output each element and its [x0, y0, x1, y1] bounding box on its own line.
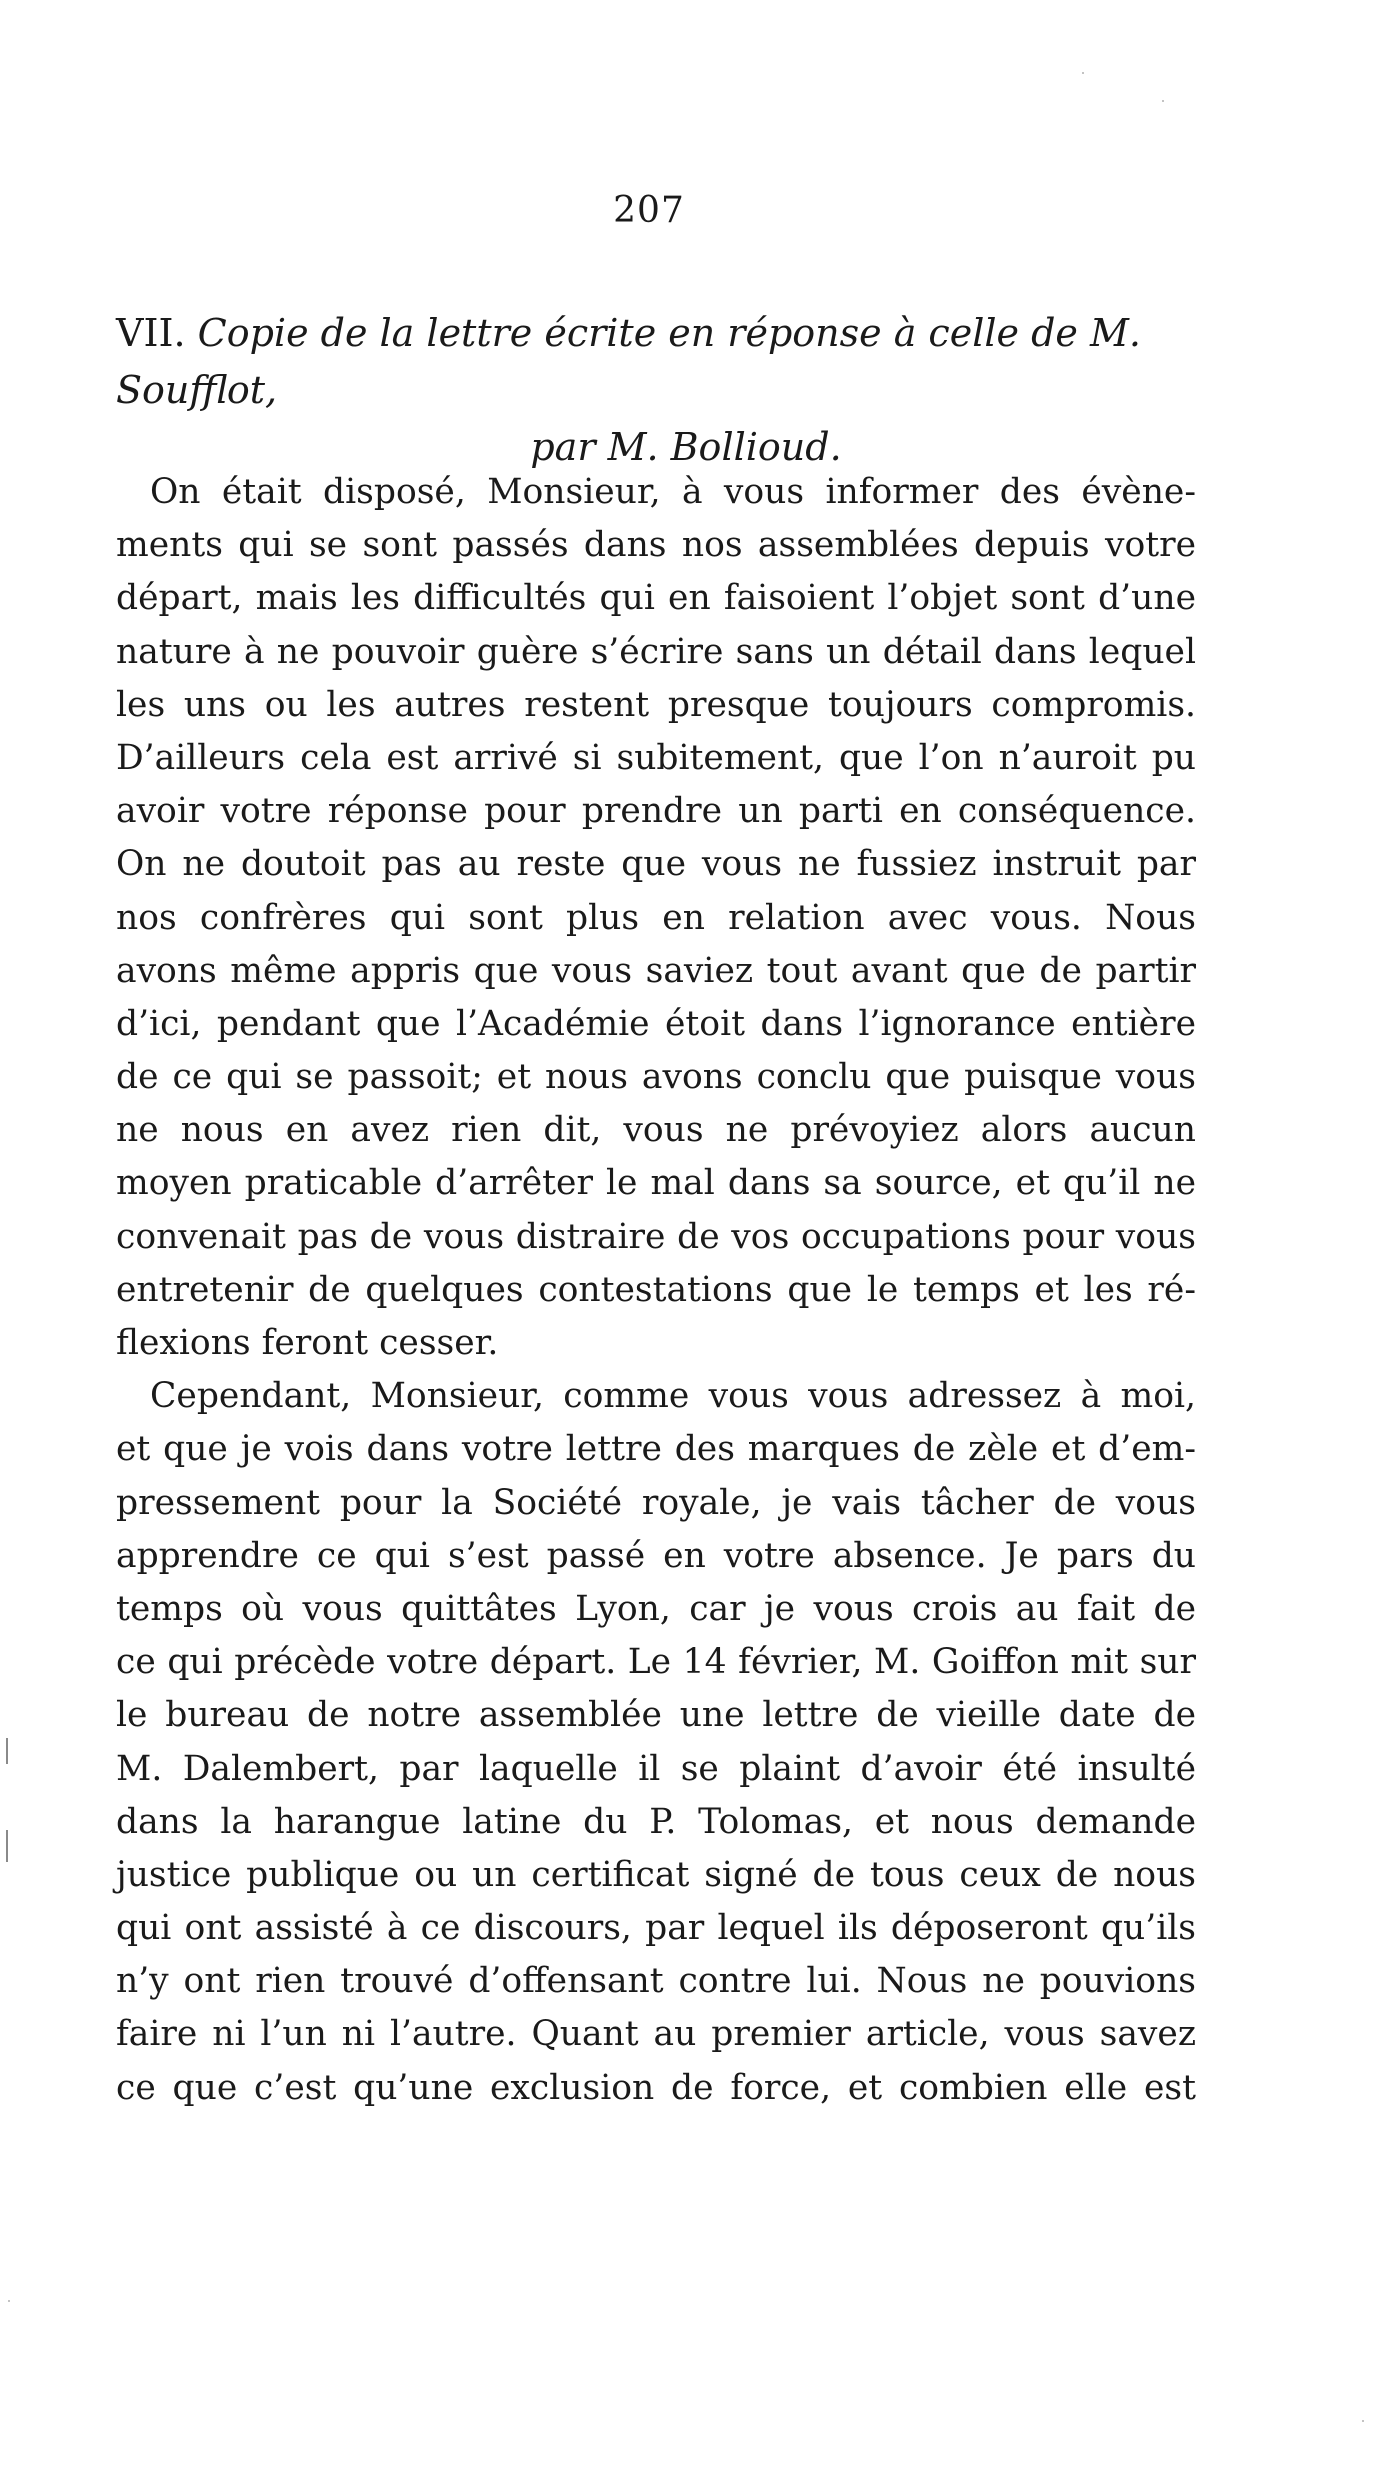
text-line: flexions feront cesser. [116, 1323, 499, 1363]
text-line: nature à ne pouvoir guère s’écrire sans un détail dans lequel [116, 631, 1196, 672]
text-line: n’y ont rien trouvé d’offensant contre lui. Nous ne pouvions [116, 1961, 1196, 2002]
text-line: Cependant, Monsieur, comme vous vous adressez à moi, [150, 1376, 1196, 1417]
text-line: avoir votre réponse pour prendre un parti en conséquence. [116, 791, 1196, 832]
text-line: ne nous en avez rien dit, vous ne prévoyiez alors aucun [116, 1110, 1196, 1151]
text-line: pressement pour la Société royale, je vais tâcher de vous [116, 1482, 1196, 1523]
scan-speck [1082, 72, 1084, 74]
scan-mark [6, 1738, 8, 1764]
text-line: les uns ou les autres restent presque toujours compromis. [116, 684, 1196, 725]
text-line: ce qui précède votre départ. Le 14 février, M. Goiffon mit sur [116, 1642, 1196, 1683]
text-line: convenait pas de vous distraire de vos occupations pour vous [116, 1216, 1196, 1257]
text-line: apprendre ce qui s’est passé en votre absence. Je pars du [116, 1535, 1196, 1576]
scan-speck [1362, 2420, 1364, 2422]
text-line: ce que c’est qu’une exclusion de force, et combien elle est [116, 2067, 1196, 2108]
text-line: ments qui se sont passés dans nos assemblées depuis votre [116, 525, 1196, 566]
text-line: entretenir de quelques contestations que le temps et les ré- [116, 1269, 1196, 1310]
letter-body [116, 466, 1196, 2115]
text-line: moyen praticable d’arrêter le mal dans sa source, et qu’il ne [116, 1163, 1196, 1204]
scan-speck [1162, 100, 1164, 102]
text-line: nos confrères qui sont plus en relation avec vous. Nous [116, 897, 1196, 938]
text-line: qui ont assisté à ce discours, par lequel ils déposeront qu’ils [116, 1908, 1196, 1949]
text-line: justice publique ou un certificat signé de tous ceux de nous [116, 1854, 1196, 1895]
page-number: 207 [613, 190, 685, 231]
text-line: D’ailleurs cela est arrivé si subitement, que l’on n’auroit pu [116, 737, 1196, 778]
section-title-line-1: Copie de la lettre écrite en réponse à celle de M. Soufflot, [116, 311, 1141, 412]
text-line: avons même appris que vous saviez tout avant que de partir [116, 950, 1196, 991]
text-line: d’ici, pendant que l’Académie étoit dans l’ignorance entière [116, 1003, 1196, 1044]
text-line: On était disposé, Monsieur, à vous informer des évène- [150, 472, 1196, 512]
text-line: et que je vois dans votre lettre des marques de zèle et d’em- [116, 1429, 1196, 1470]
scan-speck [8, 2300, 10, 2302]
text-line: faire ni l’un ni l’autre. Quant au premier article, vous savez [116, 2014, 1196, 2055]
section-title-line-2: par M. Bollioud. [530, 425, 842, 469]
text-line: On ne doutoit pas au reste que vous ne fussiez instruit par [116, 844, 1196, 885]
section-numeral: VII. [116, 311, 186, 355]
text-line: départ, mais les difficultés qui en faisoient l’objet sont d’une [116, 578, 1196, 619]
scan-mark [6, 1830, 8, 1862]
section-heading [116, 305, 1196, 476]
text-line: le bureau de notre assemblée une lettre de vieille date de [116, 1695, 1196, 1736]
text-line: M. Dalembert, par laquelle il se plaint d’avoir été insulté [116, 1748, 1196, 1789]
text-line: temps où vous quittâtes Lyon, car je vous crois au fait de [116, 1588, 1196, 1629]
text-line: de ce qui se passoit; et nous avons conclu que puisque vous [116, 1057, 1196, 1098]
text-line: dans la harangue latine du P. Tolomas, et nous demande [116, 1801, 1196, 1842]
